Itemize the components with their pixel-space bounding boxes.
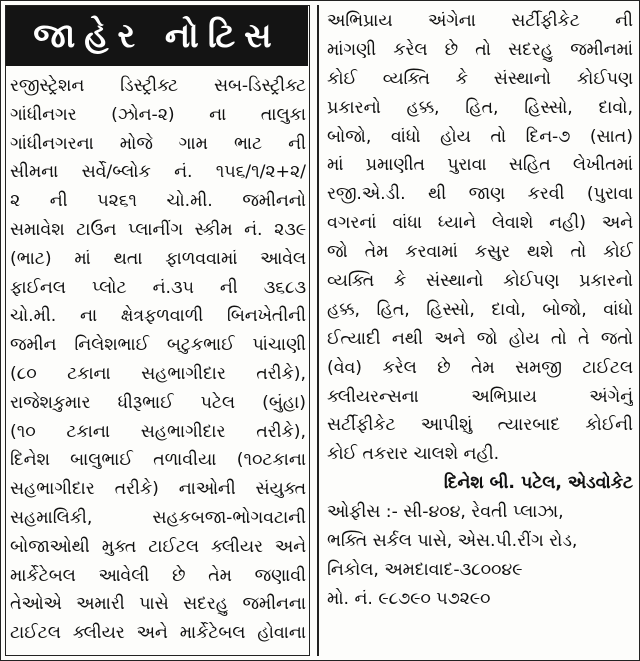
advocate-address-line: નિકોલ, અમદાવાદ-૩૮૦૦૪૯	[327, 559, 523, 580]
advocate-address-line: મો. નં. ૯૮૭૯૦ ૫૭૨૯૦	[327, 588, 491, 609]
notice-body-line: (ભાટ) માં થતા ફાળવવામાં આવેલ	[10, 248, 306, 269]
notice-body-line: કોઈ વ્યક્તિ કે સંસ્થાનો કોઈપણ	[327, 68, 633, 89]
notice-body-line: અભિપ્રાય અંગેના સર્ટીફીકેટ ની	[327, 11, 633, 31]
notice-body-line: રાજેશકુમાર ધીરૂભાઈ પટેલ (બુંહા)	[10, 392, 306, 413]
notice-body-line: સહમાલિકી, સહકબજા-ભોગવટાની	[10, 507, 306, 528]
notice-body-line: માં પ્રમાણીત પુરાવા સહિત લેખીતમાં	[327, 155, 633, 176]
notice-body-line: સીમના સર્વે/બ્લોક નં. ૧૫૬/૧/૨+૨/	[10, 162, 306, 183]
notice-right-column	[327, 7, 633, 655]
advocate-address-line: ભક્તિ સર્કલ પાસે, એસ.પી.રીંગ રોડ,	[327, 531, 578, 552]
notice-body-line: ગાંધીનગરના મોજે ગામ ભાટ ની	[10, 133, 306, 154]
notice-body-line: (૧૦ ટકાના સહભાગીદાર તરીકે),	[10, 421, 306, 442]
advocate-address-line: ઓફીસ :- સી-૪૦૪, રેવતી પ્લાઝા,	[327, 502, 564, 523]
notice-body-line: ૨ ની ૫૨૬૧ ચો.મી. જમીનનો	[10, 191, 306, 212]
notice-body-line: દિનેશ બાલુભાઈ તળાવીયા (૧૦ટકાના	[10, 450, 306, 471]
notice-body-line: ગાંધીનગર (ઝોન-૨) ના તાલુકા	[10, 104, 306, 125]
notice-body-line: ફાઈનલ પ્લોટ નં.૩૫ ની ૩૬૮૩	[10, 277, 306, 298]
notice-body-line: ચો.મી. ના ક્ષેત્રફળવાળી બિનખેતીની	[10, 306, 306, 327]
notice-body-line: (વેવ) કરેલ છે તેમ સમજી ટાઈટલ	[327, 357, 633, 378]
notice-body-line: ક્લીયરન્સના અભિપ્રાય અંગેનું	[327, 386, 633, 407]
notice-body-line: સમાવેશ ટાઉન પ્લાનીંગ સ્કીમ નં. ૨૩૯	[10, 219, 306, 240]
notice-body-line: માર્કેટેબલ આવેલી છે તેમ જણાવી	[10, 565, 306, 586]
notice-left-column	[5, 5, 310, 656]
notice-body-line: વગરનાં વાંધા ધ્યાને લેવાશે નહી) અને	[327, 213, 633, 234]
notice-body-line: બોજાઓથી મુક્ત ટાઈટલ ક્લીયર અને	[10, 536, 306, 557]
notice-body-line: કોઈ તકરાર ચાલશે નહી.	[327, 444, 500, 465]
notice-body-line: જમીન નિલેશભાઈ બટુકભાઈ પાંચાણી	[10, 335, 306, 356]
notice-body-line: રજી.એ.ડી. થી જાણ કરવી (પુરાવા	[327, 184, 633, 205]
notice-body-line: તેઓએ અમારી પાસે સદરહુ જમીનના	[10, 594, 306, 615]
notice-body-line: વ્યક્તિ કે સંસ્થાનો કોઈપણ પ્રકારનો	[327, 271, 633, 292]
notice-body-line: પ્રકારનો હક્ક, હિત, હિસ્સો, દાવો,	[327, 97, 633, 118]
notice-right-body	[327, 7, 633, 614]
advocate-signature: દિનેશ બી. પટેલ, એડવોકેટ	[443, 473, 633, 494]
notice-body-line: હક્ક, હિત, હિસ્સો, દાવો, બોજો, વાંધો	[327, 299, 633, 320]
notice-body-line: બોજો, વાંધો હોય તો દિન-૭ (સાત)	[327, 126, 633, 147]
notice-body-line: સર્ટીફીકેટ આપીશું ત્યારબાદ કોઈની	[327, 415, 633, 436]
notice-body-line: જો તેમ કરવામાં કસુર થશે તો કોઈ	[327, 242, 633, 263]
notice-body-line: સહભાગીદાર તરીકે) નાઓની સંયુક્ત	[10, 479, 306, 500]
notice-body-line: ટાઈટલ ક્લીયર અને માર્કેટેબલ હોવાના	[10, 623, 306, 644]
notice-title-banner	[6, 6, 308, 66]
notice-title: જાહેર નોટિસ	[33, 16, 281, 56]
column-divider	[317, 5, 319, 656]
notice-body-line: માંગણી કરેલ છે તો સદરહુ જમીનમાં	[327, 39, 633, 60]
notice-left-body	[10, 72, 306, 648]
notice-body-line: ઈત્યાદી નથી અને જો હોય તો તે જતો	[327, 328, 633, 349]
notice-body-line: (૮૦ ટકાના સહભાગીદાર તરીકે),	[10, 363, 306, 384]
notice-body-line: રજીસ્ટ્રેશન ડિસ્ટ્રીક્ટ સબ-ડિસ્ટ્રીક્ટ	[10, 76, 306, 96]
